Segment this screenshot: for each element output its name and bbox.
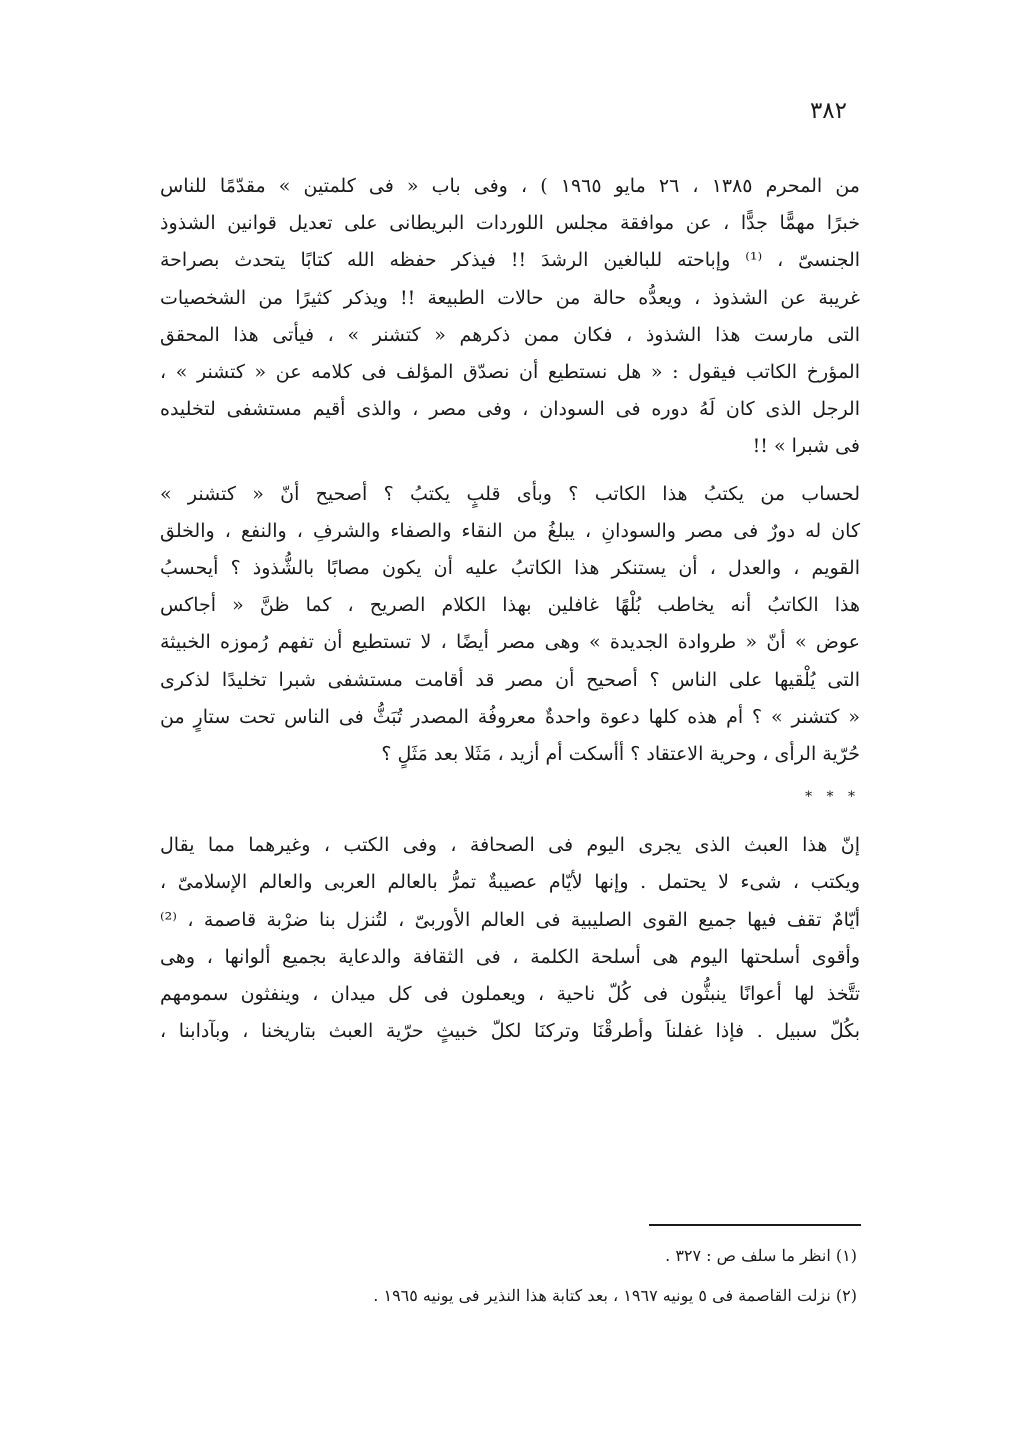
text-line: فى شبرا » !! (752, 435, 860, 458)
text-line: هذا الكاتبُ أنه يخاطب بُلْهًا غافلين بهذا الكلام الصريح ، كما ظنَّ « أجاكس (160, 594, 860, 617)
footnotes (157, 1236, 857, 1316)
text-line: الجنسىّ ، ⁽¹⁾ وإباحته للبالغين الرشدَ !! فيذكر حفظه الله كتابًا يتحدث بصراحة (160, 249, 861, 272)
text-line: بكُلّ سبيل . فإذا غفلناَ وأطرقْنَا وتركنَا لكلّ خبيثٍ حرّية العبث بتاريخنا ، وبآدابنا ، (160, 1020, 860, 1043)
text-line: كان له دورٌ فى مصر والسودانِ ، يبلغُ من النقاء والصفاء والشرفِ ، والنفع ، والخلق (160, 519, 860, 542)
text-line: إنّ هذا العبث الذى يجرى اليوم فى الصحافة ، وفى الكتب ، وغيرهما مما يقال (160, 834, 860, 857)
text-line: خبرًا مهمًّا جدًّا ، عن موافقة مجلس اللوردات البريطانى على تعديل قوانين الشذوذ (160, 212, 860, 235)
text-line: من المحرم ١٣٨٥ ، ٢٦ مايو ١٩٦٥ ) ، وفى باب « فى كلمتين » مقدّمًا للناس (160, 175, 860, 197)
section-separator: * * * (805, 789, 860, 806)
text-line: التى مارست هذا الشذوذ ، فكان ممن ذكرهم « كتشنر » ، فيأتى هذا المحقق (160, 323, 860, 346)
body-text (160, 168, 860, 1050)
text-line: التى يُلْقيها على الناس ؟ أصحيح أن مصر قد أقامت مستشفى شبرا تخليدًا لذكرى (160, 668, 860, 691)
footnote-2: (٢) نزلت القاصمة فى ٥ يونيه ١٩٦٧ ، بعد كتابة هذا النذير فى يونيه ١٩٦٥ . (373, 1286, 857, 1305)
text-line: تتَّخذ لها أعوانًا ينبثُّون فى كُلّ ناحية ، ويعملون فى كل ميدان ، وينفثون سمومهم (160, 983, 860, 1006)
paragraph-2 (160, 476, 860, 774)
text-line: أيّامٌ تقف فيها جميع القوى الصليبية فى العالم الأوربىّ ، لتُنزل بنا ضرْبة قاصمة ، ⁽²⁾ (160, 908, 860, 931)
text-line: « كتشنر » ؟ أم هذه كلها دعوة واحدةٌ معروفُة المصدر تُبَثُّ فى الناس تحت ستارٍ من (160, 705, 860, 728)
paragraph-3 (160, 827, 860, 1050)
text-line: القويم ، والعدل ، أن يستنكر هذا الكاتبُ عليه أن يكون مصابًا بالشُّذوذ ؟ أيحسبُ (160, 557, 860, 580)
text-line: وأقوى أسلحتها اليوم هى أسلحة الكلمة ، فى الثقافة والدعاية بجميع ألوانها ، وهى (160, 945, 860, 968)
paragraph-1 (160, 168, 860, 466)
text-line: عوض » أنّ « طروادة الجديدة » وهى مصر أيضًا ، لا تستطيع أن تفهم رُموزه الخبيثة (160, 631, 860, 654)
text-line: الرجل الذى كان لَهُ دوره فى السودان ، وفى مصر ، والذى أقيم مستشفى لتخليده (160, 398, 860, 421)
footnote-divider (649, 1224, 861, 1226)
page-number: ٣٨٢ (809, 98, 847, 124)
text-line: لحساب من يكتبُ هذا الكاتب ؟ وبأى قلبٍ يكتبُ ؟ أصحيح أنّ « كتشنر » (160, 482, 860, 505)
text-line: ويكتب ، شىء لا يحتمل . وإنها لأيّام عصيبةٌ تمرُّ بالعالم العربى والعالم الإسلامىّ ، (160, 871, 860, 894)
text-line: المؤرخ الكاتب فيقول : « هل نستطيع أن نصدّق المؤلف فى كلامه عن « كتشنر » ، (160, 361, 860, 384)
text-line: حُرّية الرأى ، وحرية الاعتقاد ؟ أأسكت أم أزيد ، مَثَلا بعد مَثَلٍ ؟ (381, 743, 860, 766)
text-line: غريبة عن الشذوذ ، ويعدُّه حالة من حالات الطبيعة !! ويذكر كثيرًا من الشخصيات (160, 286, 860, 309)
footnote-1: (١) انظر ما سلف ص : ٣٢٧ . (665, 1246, 857, 1265)
